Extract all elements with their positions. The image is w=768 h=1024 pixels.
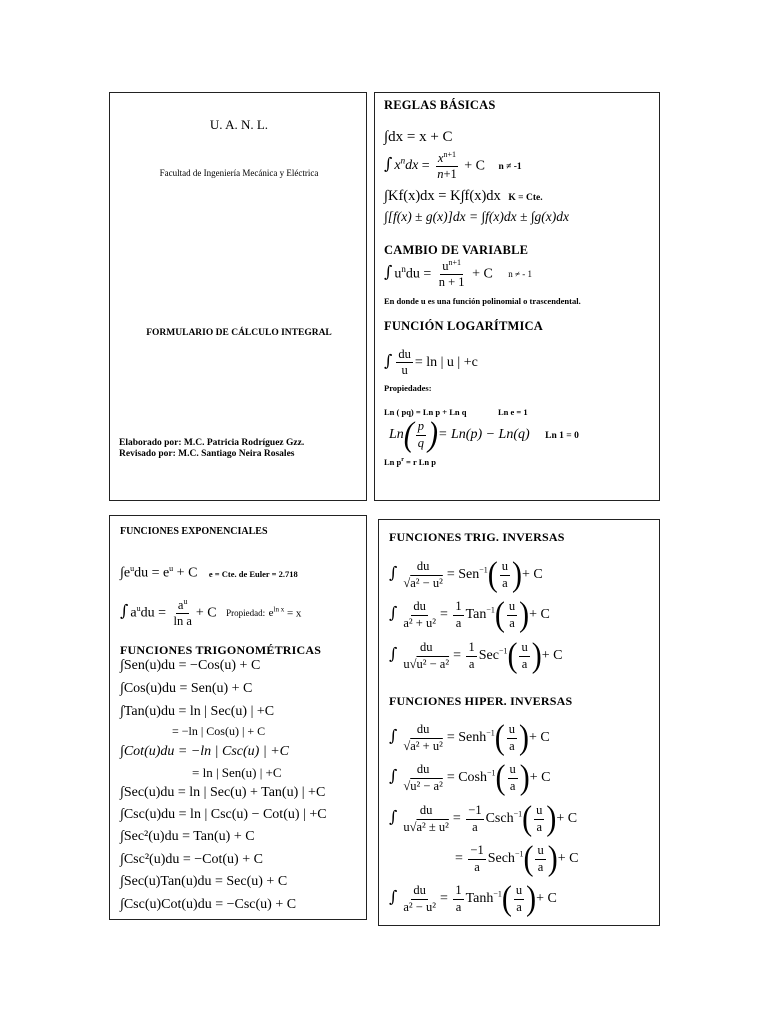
cosh-label: Cosh: [458, 770, 488, 786]
cover-card: [109, 92, 367, 501]
formula-exp-a: ∫ $a^udu$ = $\frac{a^u}{\text{ln a}}$ + C Propiedad: $e^{ln x} = x$: [120, 597, 302, 629]
section-title-logaritmica: FUNCIÓN LOGARÍTMICA: [384, 319, 544, 333]
section-title-trig-inversas: FUNCIONES TRIG. INVERSAS: [389, 530, 565, 544]
exp-mid: du = e: [134, 565, 170, 581]
inverse-card: [378, 519, 660, 926]
section-title-trigonometricas: FUNCIONES TRIGONOMÉTRICAS: [120, 643, 322, 657]
rules-card: [374, 92, 660, 501]
inv-hyp-cosh: ∫ $\frac{du}{\text{√u² − a²}}$ = Cosh$^{-1}$ ( $\frac{u}{a}$ ) + C: [389, 758, 551, 797]
log-property-one: Ln 1 = 0: [545, 431, 579, 442]
power-base: Ln p: [384, 457, 402, 467]
formula-sum: ∫[f(x) ± g(x)]dx = ∫f(x)dx ± ∫g(x)dx: [384, 209, 569, 224]
tanh-label: Tanh: [465, 891, 494, 907]
trig-formula-8: ∫Csc(u)du = ln | Csc(u) − Cot(u) | +C: [120, 807, 327, 822]
trig-formula-7: ∫Sec(u)du = ln | Sec(u) + Tan(u) | +C: [120, 785, 326, 800]
log-property-quotient: Ln ( $\frac{p}{q}$ ) = Ln(p) − Ln(q) Ln 1 = 0: [389, 415, 579, 454]
sech-label: Sech: [487, 851, 515, 867]
inv-trig-tan: ∫ $\frac{du}{\text{a² + u²}}$ = $\frac{1}{a}$ Tan$^{-1}$ ( $\frac{u}{a}$ ) + C: [389, 595, 550, 634]
sec-label: Sec: [478, 648, 499, 664]
formula-log: ∫ $\frac{du}{u}$ = ln | u | +c: [384, 347, 478, 378]
document-title: FORMULARIO DE CÁLCULO INTEGRAL: [146, 328, 332, 338]
inv-hyp-csch: ∫ $\frac{du}{\text{u√a² ± u²}}$ = $\frac{-1}{a}$ Csch$^{-1}$ ( $\frac{u}{a}$ ) + C: [389, 799, 578, 838]
trig-formula-4: = −ln | Cos(u) | + C: [172, 724, 266, 738]
sen-label: Sen: [458, 567, 480, 583]
formula-power-rule: ∫ $x^ndx$ = $\frac{x^{n+1}}{n+1}$ + C n ≠ -1: [384, 150, 522, 182]
property-rhs: = x: [284, 607, 302, 620]
trig-formula-10: ∫Csc²(u)du = −Cot(u) + C: [120, 852, 263, 867]
power-rule-condition: n ≠ -1: [498, 162, 522, 173]
log-rhs: = ln | u | +c: [414, 354, 478, 370]
inv-hyp-sech: = $\frac{-1}{a}$ Sech$^{-1}$ ( $\frac{u}{a}$ ) + C: [455, 839, 579, 878]
constant-note: K = Cte.: [508, 193, 543, 203]
euler-note: e = Cte. de Euler = 2.718: [208, 568, 298, 579]
trig-formula-12: ∫Csc(u)Cot(u)du = −Csc(u) + C: [120, 897, 297, 912]
tan-label: Tan: [465, 607, 487, 623]
exp-int: ∫e: [120, 565, 131, 581]
exp-trig-card: [109, 515, 367, 920]
reviewer-line: Revisado por: M.C. Santiago Neira Rosales: [119, 449, 295, 459]
formula-constant: [384, 188, 543, 205]
formula-exp-e: $\int e^udu = e^u + C$ e = Cte. de Euler = 2.718: [120, 564, 298, 581]
power-exp: r: [401, 457, 404, 464]
power-rest: = r Ln p: [403, 457, 437, 467]
properties-label: Propiedades:: [384, 383, 432, 393]
change-variable-note: En donde u es una función polinomial o trascendental.: [384, 296, 581, 306]
section-title-hiper-inversas: FUNCIONES HIPER. INVERSAS: [389, 694, 573, 708]
section-title-cambio: CAMBIO DE VARIABLE: [384, 243, 529, 257]
trig-formula-5: ∫Cot(u)du = −ln | Csc(u) | +C: [120, 744, 289, 759]
inv-hyp-tanh: ∫ $\frac{du}{\text{a² − u²}}$ = $\frac{1}{a}$ Tanh$^{-1}$ ( $\frac{u}{a}$ ) + C: [389, 879, 557, 918]
section-title-exponenciales: FUNCIONES EXPONENCIALES: [120, 526, 268, 537]
faculty-name: Facultad de Ingeniería Mecánica y Eléctrica: [159, 168, 319, 178]
author-line: Elaborado por: M.C. Patricia Rodríguez Gzz.: [119, 438, 305, 448]
section-title-reglas: REGLAS BÁSICAS: [384, 98, 496, 112]
trig-formula-11: ∫Sec(u)Tan(u)du = Sec(u) + C: [120, 874, 288, 889]
inv-hyp-senh: ∫ $\frac{du}{\text{√a² + u²}}$ = Senh$^{-1}$ ( $\frac{u}{a}$ ) + C: [389, 718, 550, 757]
trig-formula-6: = ln | Sen(u) | +C: [192, 765, 282, 780]
inv-trig-sen: ∫ $\frac{du}{\text{√a² − u²}}$ = Sen$^{-1}$ ( $\frac{u}{a}$ ) + C: [389, 555, 543, 594]
log-property-e: Ln e = 1: [498, 407, 528, 417]
quotient-rhs: = Ln(p) − Ln(q): [438, 427, 530, 443]
log-property-power: [384, 457, 436, 467]
constant-rule-text: ∫Kf(x)dx = K∫f(x)dx: [384, 188, 501, 204]
trig-formula-3: ∫Tan(u)du = ln | Sec(u) | +C: [120, 704, 275, 719]
trig-formula-1: ∫Sen(u)du = −Cos(u) + C: [120, 658, 261, 673]
change-variable-condition: n ≠ - 1: [508, 269, 532, 280]
trig-formula-9: ∫Sec²(u)du = Tan(u) + C: [120, 829, 255, 844]
trig-formula-2: ∫Cos(u)du = Sen(u) + C: [120, 681, 253, 696]
csch-label: Csch: [485, 811, 514, 827]
inv-trig-sec: ∫ $\frac{du}{\text{u√u² − a²}}$ = $\frac{1}{a}$ Sec$^{-1}$ ( $\frac{u}{a}$ ) + C: [389, 636, 563, 675]
senh-label: Senh: [458, 730, 487, 746]
formula-change-variable: ∫ $u^ndu$ = $\frac{u^{n+1}}{n + 1}$ + C n ≠ - 1: [384, 258, 532, 290]
exp-end: + C: [173, 565, 198, 581]
property-label: Propiedad:: [226, 608, 266, 619]
formula-dx: ∫dx = x + C: [384, 129, 453, 145]
log-property-product: Ln ( pq) = Ln p + Ln q: [384, 407, 467, 417]
university-title: U. A. N. L.: [209, 117, 269, 132]
